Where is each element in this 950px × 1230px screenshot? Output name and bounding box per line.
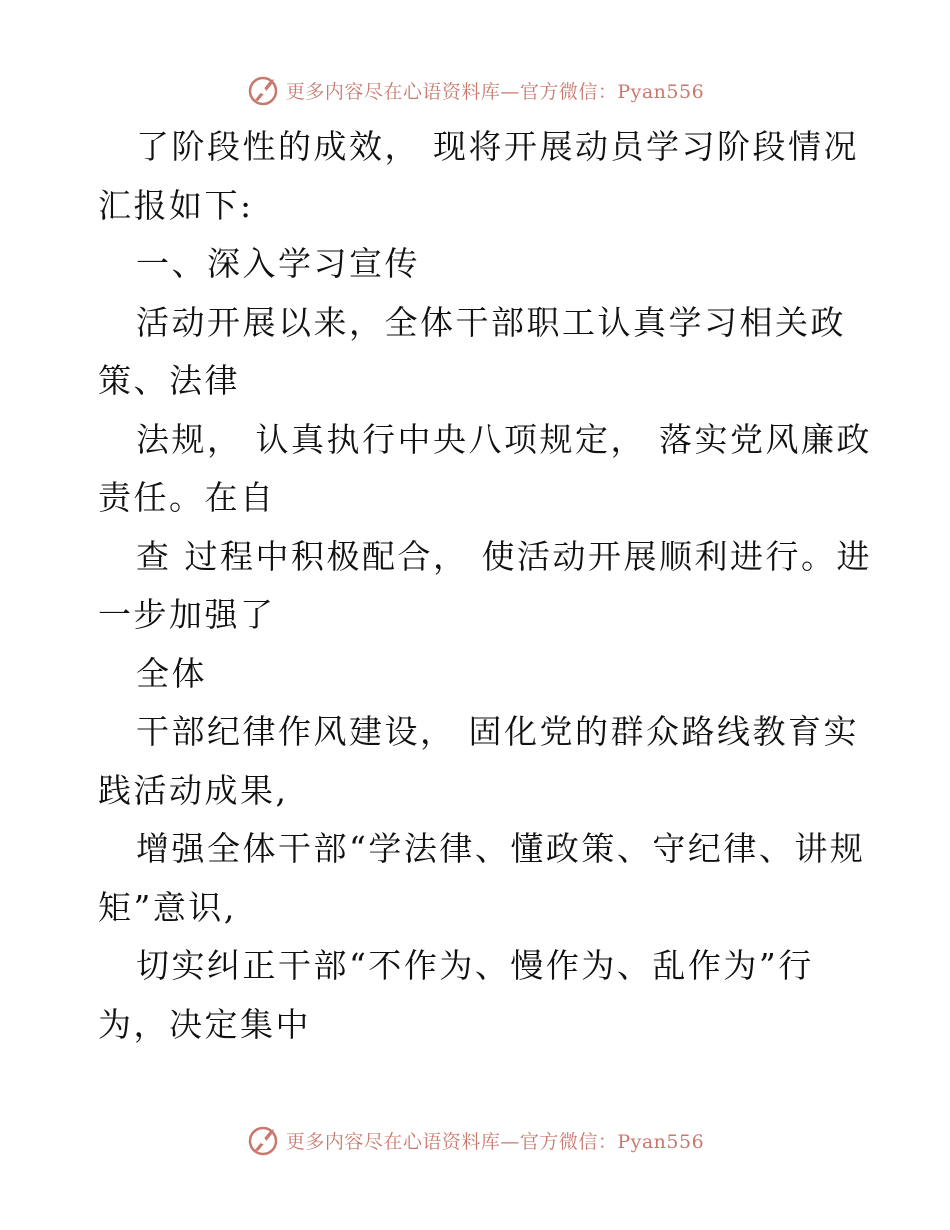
text-line: 策、法律: [98, 361, 240, 400]
text-line: 为，决定集中: [98, 1004, 311, 1044]
text-line: 践活动成果,: [98, 770, 289, 810]
text-line: 一步加强了: [98, 595, 276, 634]
text-line: 增强全体干部“学法律、懂政策、守纪律、讲规: [136, 829, 866, 868]
text-line: 矩”意识,: [98, 887, 237, 927]
text-line: 责任。在自: [98, 478, 276, 517]
text-line: 了阶段性的成效， 现将开展动员学习阶段情况: [136, 127, 859, 166]
quill-pen-circle-icon: [246, 73, 280, 107]
footer-watermark-banner: [0, 1120, 950, 1160]
text-line: 切实纠正干部“不作为、慢作为、乱作为”行: [136, 946, 814, 985]
header-watermark-banner: [0, 70, 950, 110]
text-line: 法规， 认真执行中央八项规定， 落实党风廉政: [136, 419, 872, 459]
watermark-text: 更多内容尽在心语资料库—官方微信：Pyan556: [285, 80, 705, 103]
quill-pen-circle-icon: [246, 1123, 280, 1157]
text-line: 汇报如下:: [98, 185, 254, 225]
text-line: 活动开展以来，全体干部职工认真学习相关政: [136, 302, 846, 342]
document-body: [98, 118, 872, 1054]
text-line: 查 过程中积极配合， 使活动开展顺利进行。进: [136, 536, 872, 576]
text-line: 一、深入学习宣传: [136, 244, 420, 283]
watermark-text: 更多内容尽在心语资料库—官方微信：Pyan556: [285, 1130, 705, 1153]
text-line: 全体: [136, 653, 207, 693]
text-line: 干部纪律作风建设， 固化党的群众路线教育实: [136, 712, 859, 751]
